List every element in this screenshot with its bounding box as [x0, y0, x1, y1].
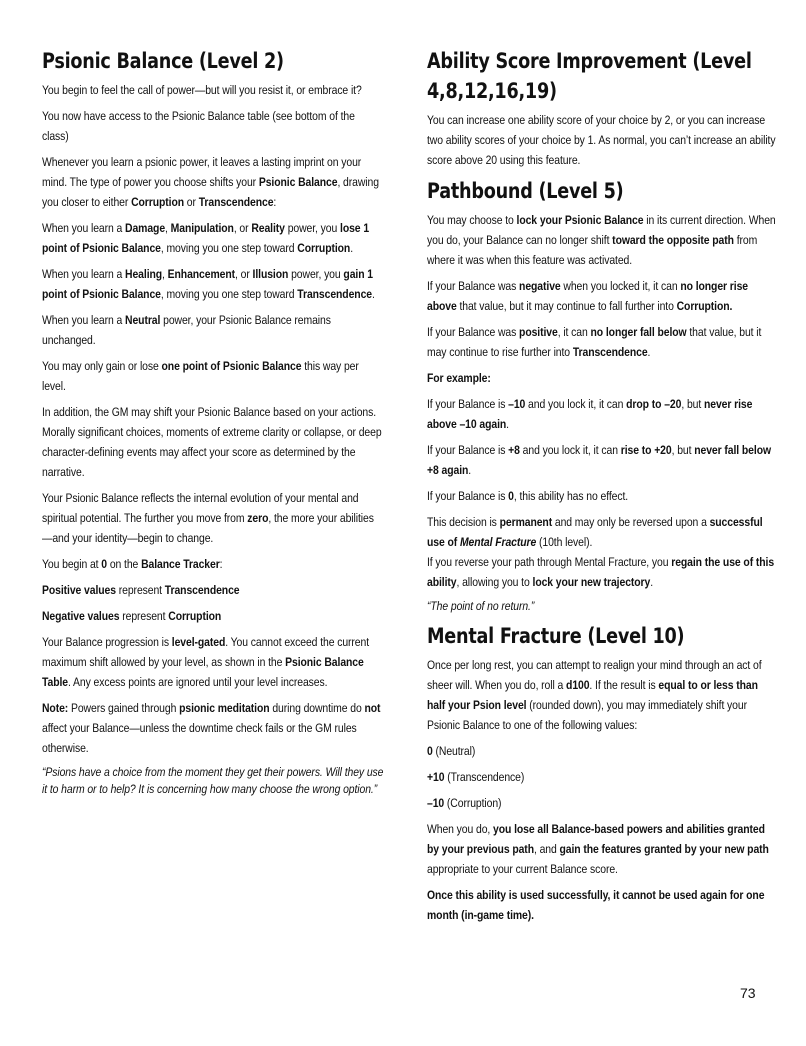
paragraph: +10 (Transcendence) [427, 770, 525, 784]
paragraph: If your Balance was negative when you locked it, it can no longer rise above that value, but it may continue to fall further into Corruption. [427, 279, 748, 313]
paragraph: If your Balance is –10 and you lock it, it can drop to –20, but never rise above –10 again. [427, 397, 753, 431]
paragraph: If your Balance was positive, it can no longer fall below that value, but it may continue to rise further into Transcendence. [427, 325, 762, 359]
paragraph: When you learn a Damage, Manipulation, or Reality power, you lose 1 point of Psionic Balance, moving you one step toward Corruption. [42, 221, 370, 255]
paragraph: You begin at 0 on the Balance Tracker: [42, 557, 223, 571]
paragraph: You now have access to the Psionic Balance table (see bottom of the class) [42, 109, 355, 143]
paragraph: When you do, you lose all Balance-based powers and abilities granted by your previous path, and gain the features granted by your new path appropriate to your current Balance score. [427, 822, 769, 876]
left-column [42, 46, 384, 804]
paragraph: Whenever you learn a psionic power, it leaves a lasting imprint on your mind. The type of power you choose shifts your Psionic Balance, drawing you closer to either Corruption or Transcendence: [42, 155, 379, 209]
paragraph: 0 (Neutral) [427, 744, 476, 758]
paragraph: When you learn a Neutral power, your Psionic Balance remains unchanged. [42, 313, 331, 347]
paragraph: In addition, the GM may shift your Psionic Balance based on your actions. Morally significant choices, moments of extreme clarity or collapse, or deep character-defining events may affect your score as determined by the narrative. [42, 405, 382, 479]
paragraph: You begin to feel the call of power—but will you resist it, or embrace it? [42, 83, 362, 97]
paragraph: Your Psionic Balance reflects the internal evolution of your mental and spiritual potential. The further you move from zero, the more your abilities—and your identity—begin to change. [42, 491, 374, 545]
heading-ability-score-improvement: Ability Score Improvement (Level 4,8,12,16,19) [427, 49, 752, 103]
paragraph: Your Balance progression is level-gated. You cannot exceed the current maximum shift allowed by your level, as shown in the Psionic Balance Table. Any excess points are ignored until your level increases. [42, 635, 370, 689]
paragraph: This decision is permanent and may only be reversed upon a successful use of Mental Fracture (10th level). If you reverse your path through Mental Fracture, you regain the use of this ability, allowing you to lock your new trajectory. [427, 515, 775, 589]
paragraph: You may only gain or lose one point of Psionic Balance this way per level. [42, 359, 359, 393]
quote: “Psions have a choice from the moment they get their powers. Will they use it to harm or to help? It is concerning how many choose the wrong option.” [42, 765, 384, 796]
paragraph: When you learn a Healing, Enhancement, or Illusion power, you gain 1 point of Psionic Balance, moving you one step toward Transcendence. [42, 267, 375, 301]
paragraph: –10 (Corruption) [427, 796, 502, 810]
paragraph: Negative values represent Corruption [42, 609, 222, 623]
paragraph: If your Balance is +8 and you lock it, it can rise to +20, but never fall below +8 again. [427, 443, 771, 477]
heading-pathbound: Pathbound (Level 5) [427, 179, 624, 203]
page-number: 73 [740, 985, 756, 1001]
heading-mental-fracture: Mental Fracture (Level 10) [427, 624, 685, 648]
note-paragraph: Note: Powers gained through psionic meditation during downtime do not affect your Balance—unless the downtime check fails or the GM rules otherwise. [42, 701, 381, 755]
right-column [427, 46, 777, 931]
paragraph: You may choose to lock your Psionic Balance in its current direction. When you do, your Balance can no longer shift toward the opposite path from where it was when this feature was activated. [427, 213, 776, 267]
paragraph: Once this ability is used successfully, it cannot be used again for one month (in-game time). [427, 888, 765, 922]
paragraph: If your Balance is 0, this ability has no effect. [427, 489, 629, 503]
paragraph: You can increase one ability score of your choice by 2, or you can increase two ability scores of your choice by 1. As normal, you can’t increase an ability score above 20 using this feature. [427, 113, 776, 167]
paragraph: Positive values represent Transcendence [42, 583, 240, 597]
paragraph: Once per long rest, you can attempt to realign your mind through an act of sheer will. When you do, roll a d100. If the result is equal to or less than half your Psion level (rounded down), you may immediately shift your Psionic Balance to one of the following values: [427, 658, 762, 732]
quote: “The point of no return.” [427, 599, 535, 613]
heading-psionic-balance: Psionic Balance (Level 2) [42, 49, 284, 73]
paragraph: For example: [427, 371, 491, 385]
